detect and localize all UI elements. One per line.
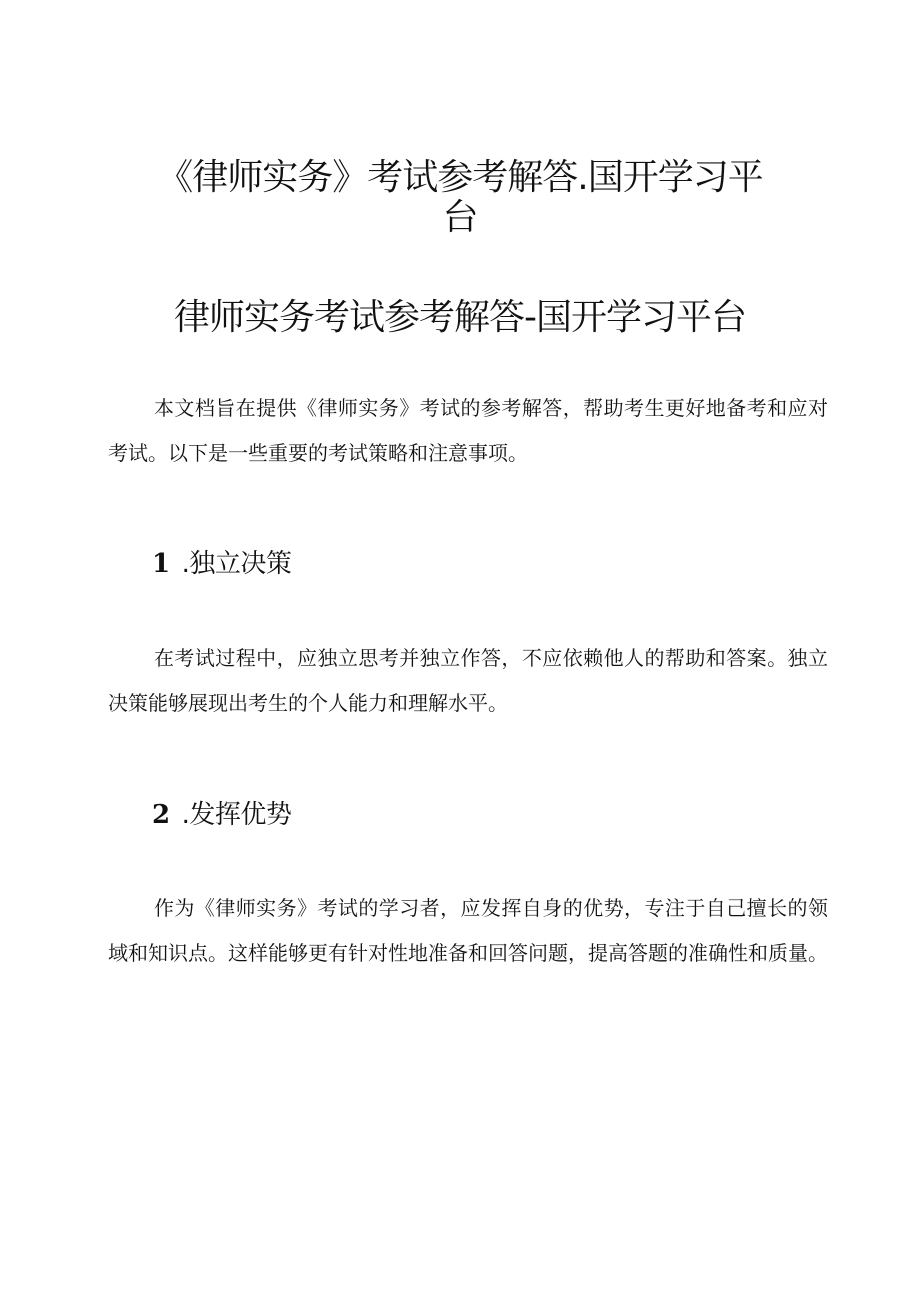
section-number: 1 — [152, 549, 170, 579]
document-title: 《律师实务》考试参考解答.国开学习平台 — [157, 157, 763, 238]
section-number: 2 — [152, 800, 170, 830]
section-paragraph-independent-decision: 在考试过程中，应独立思考并独立作答，不应依赖他人的帮助和答案。独立决策能够展现出考生的个人能力和理解水平。 — [108, 646, 828, 715]
section-heading-leverage-strengths — [152, 797, 291, 833]
document-subtitle: 律师实务考试参考解答-国开学习平台 — [174, 297, 746, 338]
section-heading-text: .独立决策 — [181, 549, 292, 579]
section-heading-text: .发挥优势 — [181, 800, 292, 830]
section-paragraph-leverage-strengths: 作为《律师实务》考试的学习者，应发挥自身的优势，专注于自己擅长的领域和知识点。这样能够更有针对性地准备和回答问题，提高答题的准确性和质量。 — [108, 896, 828, 965]
section-heading-independent-decision — [152, 546, 291, 582]
intro-paragraph: 本文档旨在提供《律师实务》考试的参考解答，帮助考生更好地备考和应对考试。以下是一些重要的考试策略和注意事项。 — [108, 396, 828, 465]
